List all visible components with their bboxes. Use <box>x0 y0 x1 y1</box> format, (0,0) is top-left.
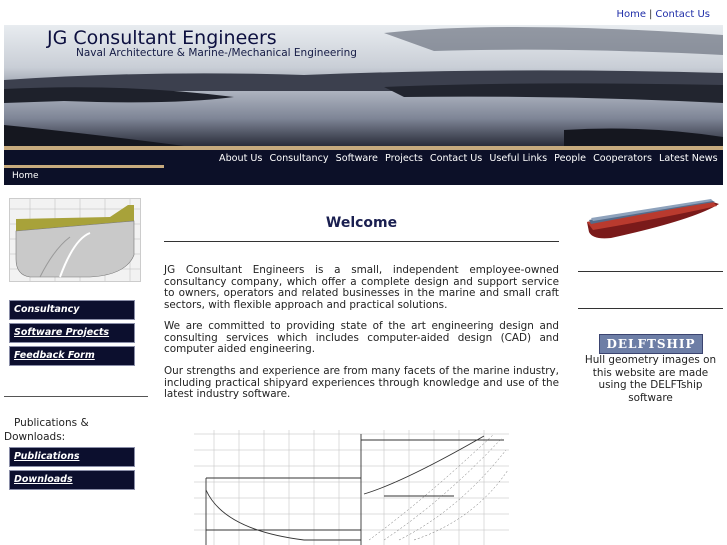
header-banner <box>4 25 723 185</box>
delftship-logo[interactable]: DELFTSHIP <box>599 334 703 354</box>
nav-item-useful-links[interactable]: Useful Links <box>489 153 548 164</box>
delftship-caption: Hull geometry images on this website are made using the DELFTship software <box>584 354 717 404</box>
right-divider-2 <box>578 308 723 309</box>
site-subtitle: Naval Architecture & Marine-/Mechanical Engineering <box>76 47 357 59</box>
nav-item-software[interactable]: Software <box>335 153 378 164</box>
top-links <box>616 9 710 20</box>
ship-hull-image <box>583 196 721 248</box>
experience-paragraph: Our strengths and experience are from many facets of the marine industry, including practical shipyard experiences through knowledge and use of the latest industry software. <box>164 365 559 401</box>
sidebar-button-consultancy[interactable]: Consultancy <box>9 300 135 320</box>
top-link-contact[interactable]: Contact Us <box>655 9 710 20</box>
top-link-separator: | <box>649 9 653 20</box>
commitment-paragraph: We are committed to providing state of the art engineering design and consulting services which includes computer-aided design (CAD) and computer aided engineering. <box>164 320 559 356</box>
sidebar-button-feedback-form[interactable]: Feedback Form <box>9 346 135 366</box>
lines-plan-drawing <box>184 430 514 545</box>
nav-item-projects[interactable]: Projects <box>385 153 423 164</box>
breadcrumb[interactable]: Home <box>12 171 39 181</box>
nav-item-about-us[interactable]: About Us <box>219 153 263 164</box>
sidebar-divider <box>4 396 148 397</box>
nav-item-contact-us[interactable]: Contact Us <box>429 153 483 164</box>
nav-item-people[interactable]: People <box>554 153 587 164</box>
nav-divider-top <box>4 146 723 150</box>
nav-divider-mid <box>4 165 164 168</box>
right-divider-1 <box>578 271 723 272</box>
title-divider <box>164 241 559 242</box>
nav-item-cooperators[interactable]: Cooperators <box>593 153 652 164</box>
main-nav-bar <box>4 146 723 185</box>
nav-item-consultancy[interactable]: Consultancy <box>269 153 329 164</box>
site-title: JG Consultant Engineers <box>47 27 277 49</box>
sidebar-button-downloads[interactable]: Downloads <box>9 470 135 490</box>
nav-item-latest-news[interactable]: Latest News <box>659 153 718 164</box>
intro-paragraph: JG Consultant Engineers is a small, independent employee-owned consultancy company, which offer a complete design and support service to owners, operators and related businesses in the marine and small craft sectors, with flexible approach and practical solutions. <box>164 264 559 311</box>
publications-heading <box>4 416 148 444</box>
main-nav-links <box>219 153 722 164</box>
sidebar-button-software-projects[interactable]: Software Projects <box>9 323 135 343</box>
hull-section-image <box>9 198 141 282</box>
page-title: Welcome <box>325 215 398 231</box>
publications-heading-text: Publications & Downloads: <box>4 417 89 443</box>
top-link-home[interactable]: Home <box>616 9 646 20</box>
sidebar-button-publications[interactable]: Publications <box>9 447 135 467</box>
